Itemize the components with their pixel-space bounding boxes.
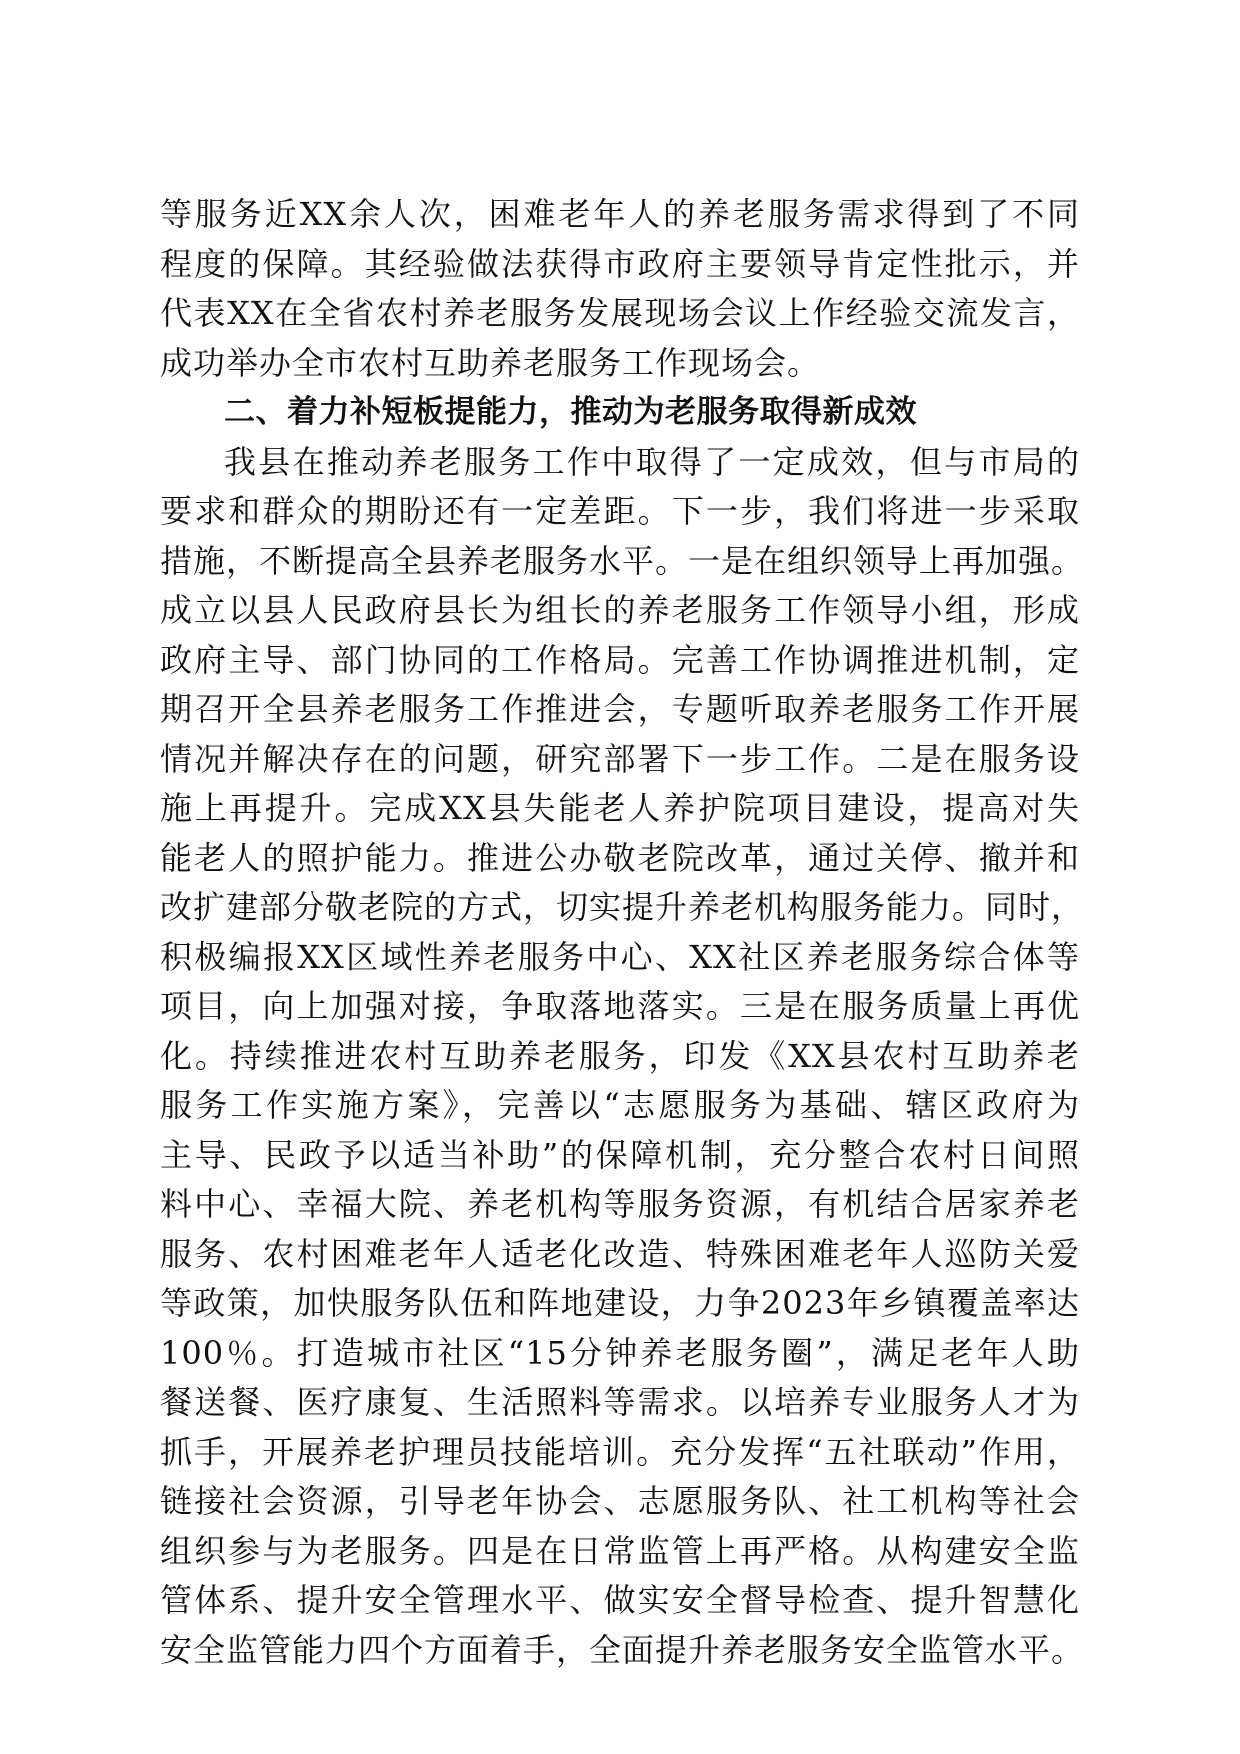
text-line: 管体系、提升安全管理水平、做实安全督导检查、提升智慧化 xyxy=(160,1581,1080,1619)
text-line: 期召开全县养老服务工作推进会，专题听取养老服务工作开展 xyxy=(160,690,1080,728)
text-line: 成立以县人民政府县长为组长的养老服务工作领导小组，形成 xyxy=(160,591,1080,629)
text-line: 服务、农村困难老年人适老化改造、特殊困难老年人巡防关爱 xyxy=(160,1234,1080,1273)
text-line: 积极编报XX区域性养老服务中心、XX社区养老服务综合体等 xyxy=(160,937,1080,976)
text-line: 成功举办全市农村互助养老服务工作现场会。 xyxy=(160,343,821,382)
text-line: 程度的保障。其经验做法获得市政府主要领导肯定性批示，并 xyxy=(160,244,1080,283)
text-line: 项目，向上加强对接，争取落地落实。三是在服务质量上再优 xyxy=(160,987,1080,1025)
text-line: 100％。打造城市社区“15分钟养老服务圈”，满足老年人助 xyxy=(160,1333,1080,1372)
section-heading: 二、着力补短板提能力，推动为老服务取得新成效 xyxy=(224,394,917,430)
text-line: 能老人的照护能力。推进公办敬老院改革，通过关停、撤并和 xyxy=(160,838,1080,877)
text-line: 化。持续推进农村互助养老服务，印发《XX县农村互助养老 xyxy=(160,1036,1080,1075)
paragraph-next-steps xyxy=(160,438,1085,1676)
text-line: 等政策，加快服务队伍和阵地建设，力争2023年乡镇覆盖率达 xyxy=(160,1284,1080,1322)
text-line: 料中心、幸福大院、养老机构等服务资源，有机结合居家养老 xyxy=(160,1185,1080,1223)
text-line: 改扩建部分敬老院的方式，切实提升养老机构服务能力。同时， xyxy=(160,888,1085,926)
text-line: 情况并解决存在的问题，研究部署下一步工作。二是在服务设 xyxy=(160,739,1080,778)
paragraph-continuation xyxy=(160,190,1080,388)
text-line: 措施，不断提高全县养老服务水平。一是在组织领导上再加强。 xyxy=(160,541,1085,580)
document-body xyxy=(160,190,1085,1675)
text-line: 餐送餐、医疗康复、生活照料等需求。以培养专业服务人才为 xyxy=(160,1383,1080,1421)
text-line: 政府主导、部门协同的工作格局。完善工作协调推进机制，定 xyxy=(160,640,1080,679)
text-line: 链接社会资源，引导老年协会、志愿服务队、社工机构等社会 xyxy=(160,1482,1080,1520)
text-line: 服务工作实施方案》，完善以“志愿服务为基础、辖区政府为 xyxy=(160,1086,1080,1124)
text-line: 抓手，开展养老护理员技能培训。充分发挥“五社联动”作用， xyxy=(160,1432,1080,1471)
text-line: 代表XX在全省农村养老服务发展现场会议上作经验交流发言， xyxy=(160,294,1080,332)
text-line: 施上再提升。完成XX县失能老人养护院项目建设，提高对失 xyxy=(160,789,1080,827)
text-line: 等服务近XX余人次，困难老年人的养老服务需求得到了不同 xyxy=(160,195,1080,233)
text-line: 我县在推动养老服务工作中取得了一定成效，但与市局的 xyxy=(224,442,1080,481)
text-line: 安全监管能力四个方面着手，全面提升养老服务安全监管水平。 xyxy=(160,1630,1085,1669)
text-line: 组织参与为老服务。四是在日常监管上再严格。从构建安全监 xyxy=(160,1531,1080,1570)
text-line: 主导、民政予以适当补助”的保障机制，充分整合农村日间照 xyxy=(160,1135,1080,1174)
text-line: 要求和群众的期盼还有一定差距。下一步，我们将进一步采取 xyxy=(160,492,1080,530)
